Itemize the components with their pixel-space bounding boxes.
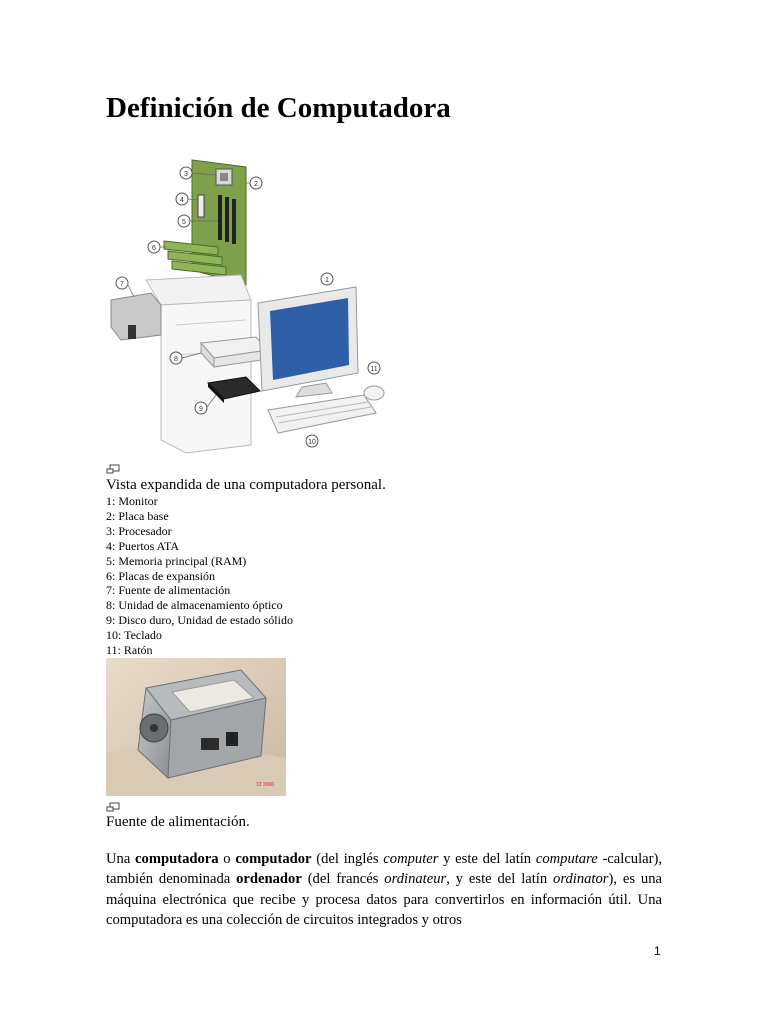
monitor — [258, 287, 358, 397]
list-item: 6: Placas de expansión — [106, 568, 215, 583]
figure-caption: Fuente de alimentación. — [106, 814, 250, 830]
list-item: 4: Puertos ATA — [106, 538, 180, 553]
callout-1: 1 — [325, 277, 329, 284]
page-title: Definición de Computadora — [106, 92, 451, 124]
mouse — [364, 386, 384, 400]
list-item: 3: Procesador — [106, 523, 172, 538]
callout-7: 7 — [120, 281, 124, 288]
definition-paragraph: Una computadora o computador (del inglés computer y este del latín computare -calcular), también denominada ordenador (del francés ordinateur, y este del latín ordinator), es una máquina electrónica que recibe y procesa datos para convertirlos en información útil. Una computadora es una colección de circuitos integrados y otros — [106, 851, 662, 929]
term-computer: computer — [383, 851, 439, 867]
callout-4: 4 — [180, 197, 184, 204]
callout-10: 10 — [308, 439, 316, 446]
list-item: 9: Disco duro, Unidad de estado sólido — [106, 613, 293, 628]
figure-caption: Vista expandida de una computadora personal. — [106, 477, 386, 493]
list-item: 7: Fuente de alimentación — [106, 583, 231, 598]
parts-list — [106, 494, 293, 658]
enlarge-image-icon[interactable] — [106, 464, 120, 476]
list-item: 10: Teclado — [106, 628, 162, 643]
callout-9: 9 — [199, 406, 203, 413]
callout-3: 3 — [184, 171, 188, 178]
list-item: 11: Ratón — [106, 643, 153, 658]
callout-5: 5 — [182, 219, 186, 226]
term-computare: computare — [535, 851, 598, 867]
list-item: 1: Monitor — [106, 494, 158, 508]
optical-drive — [201, 337, 268, 367]
svg-text:12 2006: 12 2006 — [256, 782, 275, 788]
page-number: 1 — [654, 944, 661, 958]
list-item: 8: Unidad de almacenamiento óptico — [106, 598, 283, 613]
callout-2: 2 — [254, 181, 258, 188]
list-item: 2: Placa base — [106, 508, 169, 523]
power-supply-photo — [106, 658, 286, 796]
term-ordinator: ordinator — [553, 871, 609, 888]
term-computadora: computadora — [135, 851, 219, 867]
enlarge-image-icon[interactable] — [106, 802, 120, 814]
callout-11: 11 — [370, 366, 378, 373]
term-ordinateur: ordinateur — [384, 871, 447, 888]
term-computador: computador — [235, 851, 312, 867]
power-supply-unit — [111, 293, 161, 340]
callout-8: 8 — [174, 356, 178, 363]
callout-6: 6 — [152, 245, 156, 252]
exploded-computer-diagram — [106, 155, 406, 460]
list-item: 5: Memoria principal (RAM) — [106, 553, 247, 568]
term-ordenador: ordenador — [236, 871, 302, 888]
keyboard — [268, 395, 376, 433]
